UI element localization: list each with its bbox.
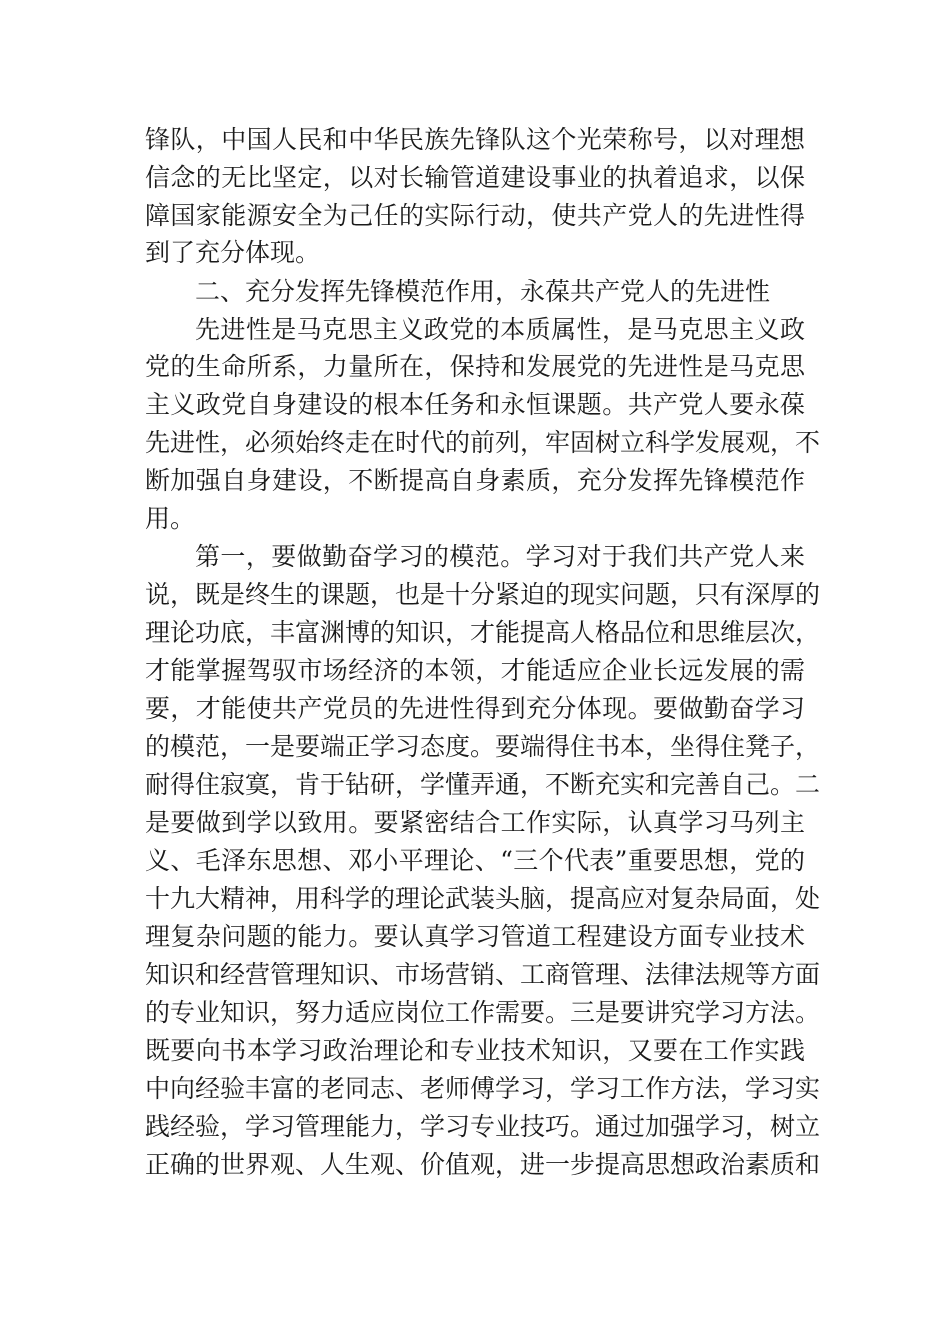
text-line: 主义政党自身建设的根本任务和永恒课题。共产党人要永葆 bbox=[145, 390, 805, 419]
text-line: 障国家能源安全为己任的实际行动，使共产党人的先进性得 bbox=[145, 201, 805, 230]
text-line: 到了充分体现。 bbox=[145, 238, 321, 267]
text-line: 的专业知识，努力适应岗位工作需要。三是要讲究学习方法。 bbox=[145, 998, 821, 1027]
text-line: 要，才能使共产党员的先进性得到充分体现。要做勤奋学习 bbox=[145, 694, 805, 723]
text-line: 耐得住寂寞，肯于钻研，学懂弄通，不断充实和完善自己。二 bbox=[145, 770, 821, 799]
text-line: 党的生命所系，力量所在，保持和发展党的先进性是马克思 bbox=[145, 352, 805, 381]
section-heading: 二、充分发挥先锋模范作用，永葆共产党人的先进性 bbox=[195, 277, 771, 306]
text-line: 第一，要做勤奋学习的模范。学习对于我们共产党人来 bbox=[195, 542, 805, 571]
text-line: 理论功底，丰富渊博的知识，才能提高人格品位和思维层次， bbox=[145, 618, 821, 647]
text-line: 知识和经营管理知识、市场营销、工商管理、法律法规等方面 bbox=[145, 960, 821, 989]
text-line: 信念的无比坚定，以对长输管道建设事业的执着追求，以保 bbox=[145, 163, 805, 192]
text-line: 十九大精神，用科学的理论武装头脑，提高应对复杂局面，处 bbox=[145, 884, 821, 913]
text-line: 的模范，一是要端正学习态度。要端得住书本，坐得住凳子， bbox=[145, 732, 821, 761]
text-line: 才能掌握驾驭市场经济的本领，才能适应企业长远发展的需 bbox=[145, 656, 805, 685]
text-line: 用。 bbox=[145, 504, 196, 533]
text-line: 先进性，必须始终走在时代的前列，牢固树立科学发展观，不 bbox=[145, 428, 821, 457]
text-line: 正确的世界观、人生观、价值观，进一步提高思想政治素质和 bbox=[145, 1150, 821, 1179]
text-line: 践经验，学习管理能力，学习专业技巧。通过加强学习，树立 bbox=[145, 1112, 821, 1141]
text-line: 锋队，中国人民和中华民族先锋队这个光荣称号，以对理想 bbox=[145, 125, 805, 154]
text-line: 理复杂问题的能力。要认真学习管道工程建设方面专业技术 bbox=[145, 922, 805, 951]
text-line: 中向经验丰富的老同志、老师傅学习，学习工作方法，学习实 bbox=[145, 1074, 821, 1103]
text-line: 义、毛泽东思想、邓小平理论、“三个代表”重要思想，党的 bbox=[145, 846, 805, 875]
text-line: 既要向书本学习政治理论和专业技术知识，又要在工作实践 bbox=[145, 1036, 805, 1065]
text-line: 断加强自身建设，不断提高自身素质，充分发挥先锋模范作 bbox=[145, 466, 805, 495]
text-line: 说，既是终生的课题，也是十分紧迫的现实问题，只有深厚的 bbox=[145, 580, 821, 609]
text-line: 是要做到学以致用。要紧密结合工作实际，认真学习马列主 bbox=[145, 808, 805, 837]
text-line: 先进性是马克思主义政党的本质属性，是马克思主义政 bbox=[195, 315, 805, 344]
